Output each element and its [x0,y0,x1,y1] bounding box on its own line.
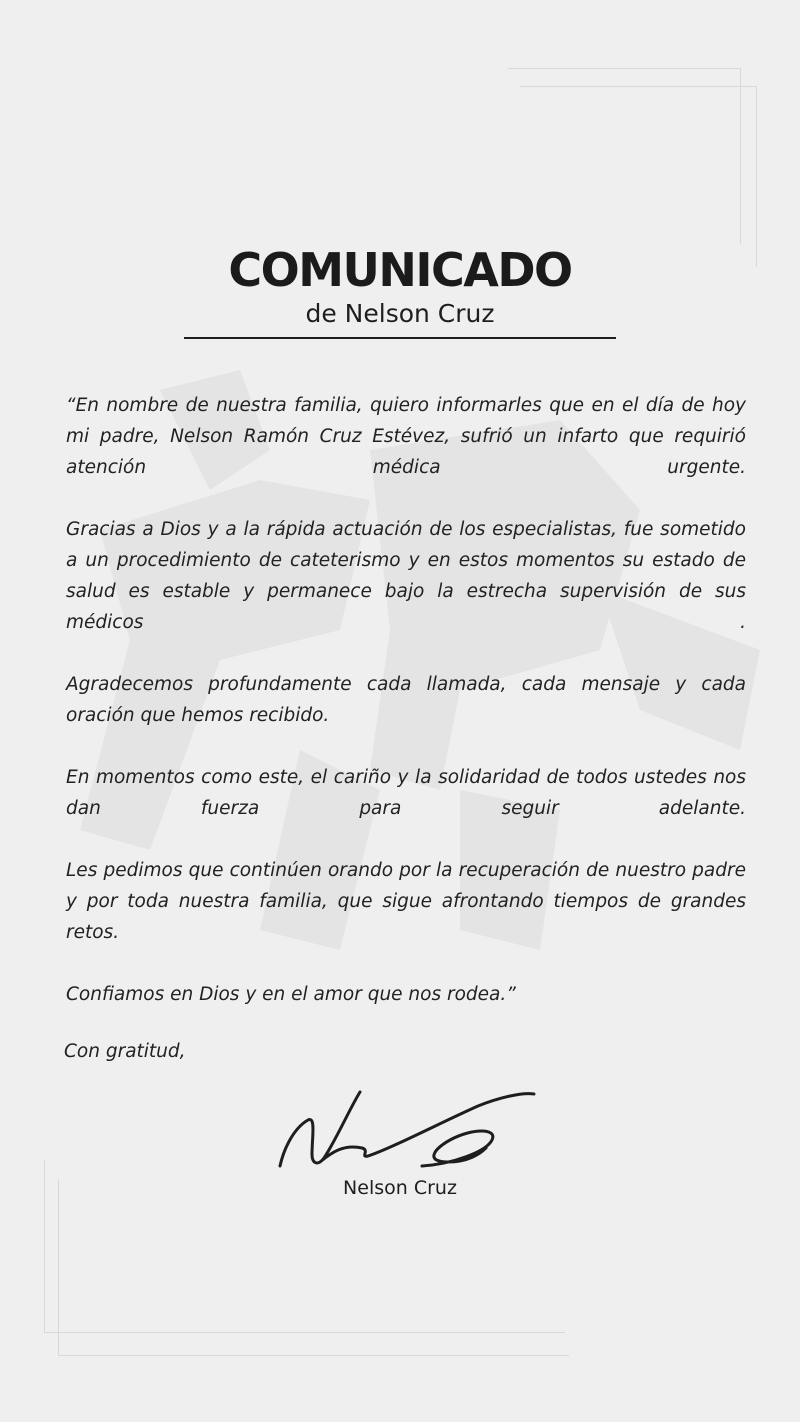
statement-body [66,390,746,1041]
paragraph-1: “En nombre de nuestra familia, quiero informarles que en el día de hoy mi padre, Nelson Ramón Cruz Estévez, sufrió un infarto que requirió atención médica urgente. [66,395,746,478]
page-subtitle: de Nelson Cruz [305,299,495,328]
paragraph-5: Les pedimos que continúen orando por la recuperación de nuestro padre y por toda nuestra familia, que sigue afrontando tiempos de grandes retos. [66,860,746,943]
title-divider [184,337,616,339]
signer-name: Nelson Cruz [343,1177,457,1199]
signature-icon [272,1088,542,1180]
page-title: COMUNICADO [228,243,572,297]
paragraph-4: En momentos como este, el cariño y la solidaridad de todos ustedes nos dan fuerza para seguir adelante. [66,767,746,819]
paragraph-6: Confiamos en Dios y en el amor que nos rodea.” [66,984,516,1005]
paragraph-2: Gracias a Dios y a la rápida actuación de los especialistas, fue sometido a un procedimiento de cateterismo y en estos momentos su estado de salud es estable y permanece bajo la estrecha supervisión de sus médicos . [66,519,746,633]
paragraph-3: Agradecemos profundamente cada llamada, cada mensaje y cada oración que hemos recibido. [66,674,746,726]
decorative-frame-bottom-inner [58,1180,569,1356]
closing-line: Con gratitud, [64,1041,186,1062]
